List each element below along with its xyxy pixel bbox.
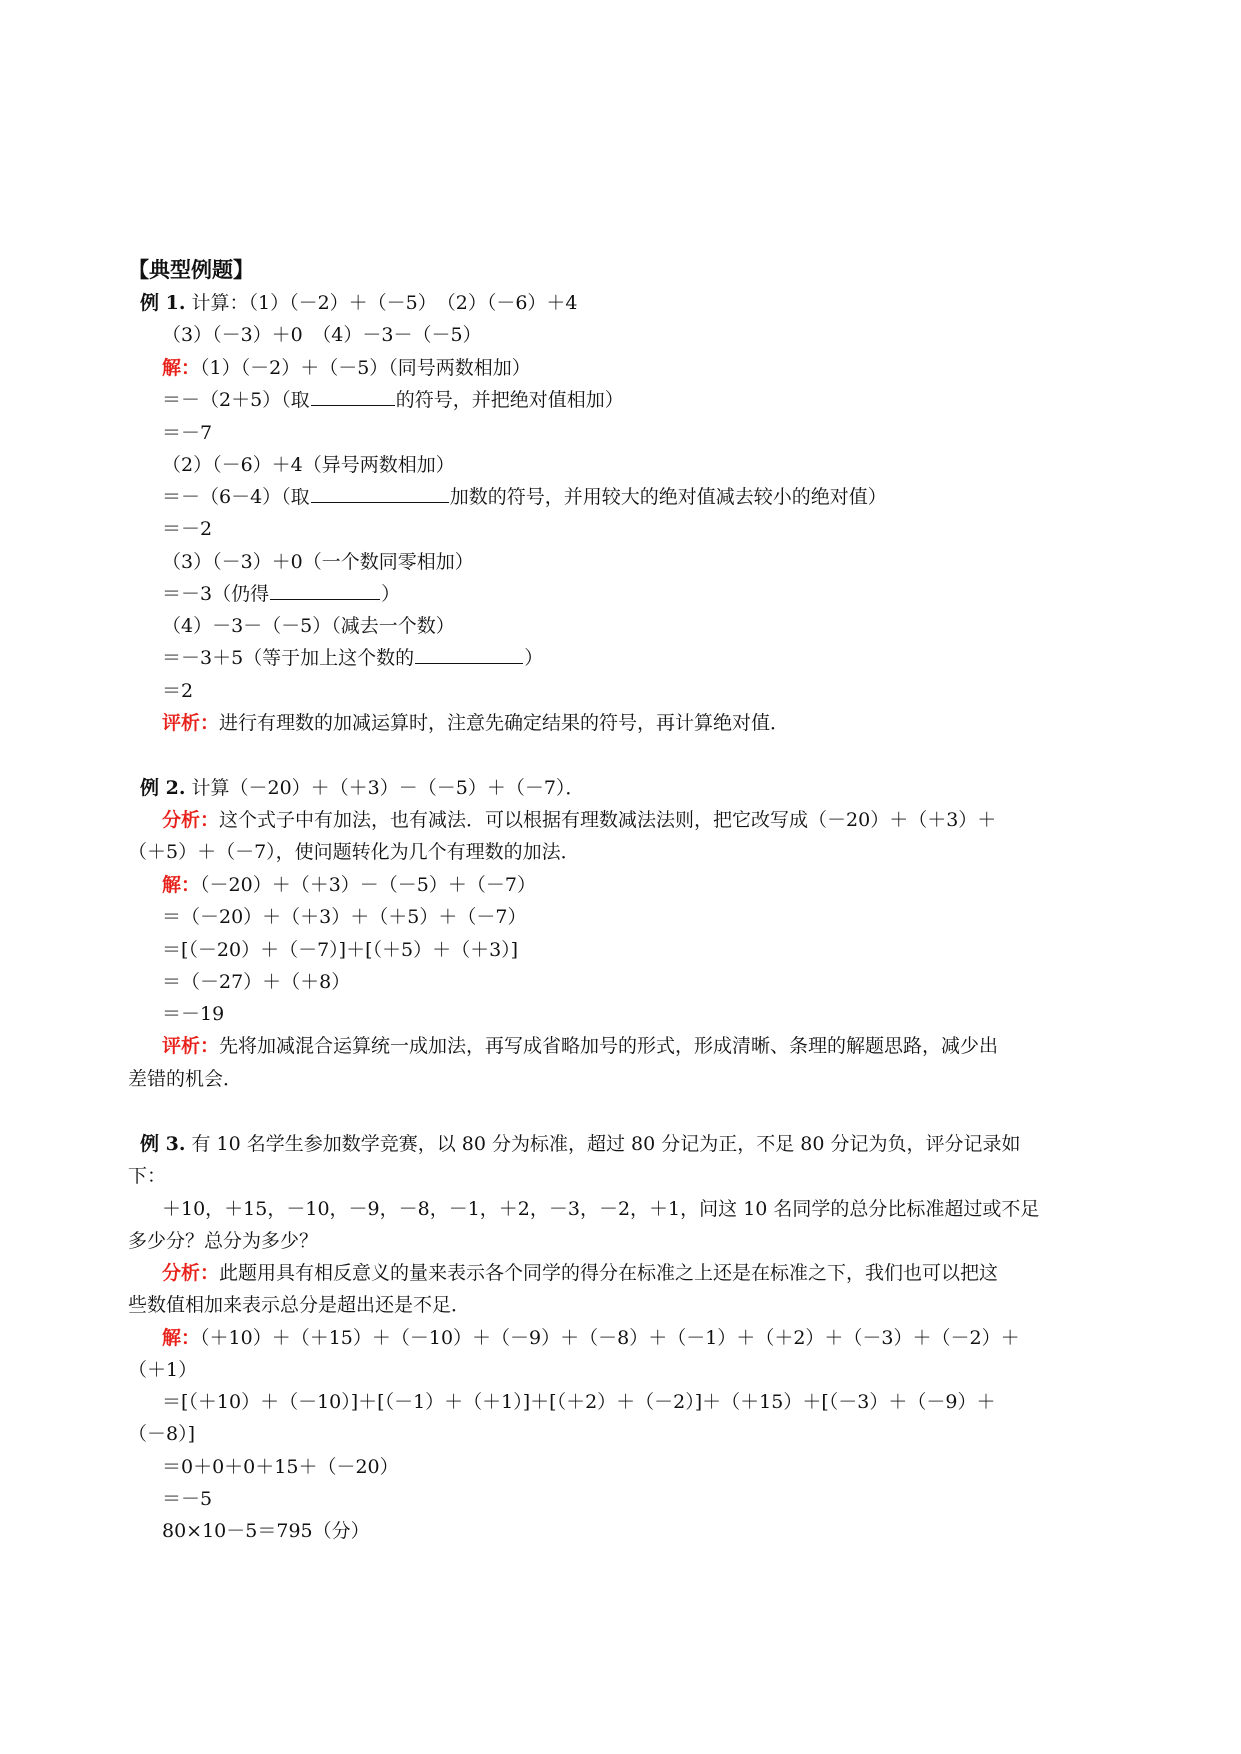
solution-text: （－20）＋（＋3）－（－5）＋（－7） [200,874,536,896]
comment-label: 评析： [162,1035,220,1057]
example-3-solution-line-1 [162,1325,1020,1351]
example-2-solution-line-3: ＝[（－20）＋（－7）]＋[（＋5）＋（＋3）] [162,939,519,961]
example-1-solution-line-9: （4）－3－（－5）（减去一个数） [162,615,455,637]
example-2-question [140,775,584,801]
solution-text: ＝－3（仍得 [162,583,270,605]
example-2-comment-line-1 [162,1033,998,1059]
example-1-question [140,290,578,316]
example-3-question-line-2: 下： [128,1165,167,1187]
example-2-label: 例 2. [140,777,186,799]
solution-text: 的符号，并把绝对值相加） [395,389,624,411]
example-2-solution-line-2: ＝（－20）＋（＋3）＋（＋5）＋（－7） [162,906,527,928]
solution-text: （1）（－2）＋（－5）（同号两数相加） [200,357,531,379]
example-1-solution-line-3: ＝－7 [162,422,213,444]
solution-text: （＋10）＋（＋15）＋（－10）＋（－9）＋（－8）＋（－1）＋（＋2）＋（－3）＋（－2）＋ [200,1327,1020,1349]
solution-text: ＝－3＋5（等于加上这个数的 [162,647,415,669]
solution-text: 加数的符号，并用较大的绝对值减去较小的绝对值） [449,486,887,508]
analysis-text: 此题用具有相反意义的量来表示各个同学的得分在标准之上还是在标准之下，我们也可以把这 [219,1262,999,1284]
example-3-solution-line-2: ＝[（＋10）＋（－10）]＋[（－1）＋（＋1）]＋[（＋2）＋（－2）]＋（＋15）＋[（－3）＋（－9）＋ [162,1391,996,1413]
example-1-solution-line-1 [162,355,531,381]
example-2-analysis-line-2: （＋5）＋（－7），使问题转化为几个有理数的加法． [128,841,580,863]
example-1-solution-line-7: （3）（－3）＋0（一个数同零相加） [162,551,474,573]
example-3-solution-line-2-cont: （－8）] [128,1423,196,1445]
example-1-solution-line-6: ＝－2 [162,518,213,540]
solution-label: 解： [162,1327,201,1349]
solution-label: 解： [162,874,201,896]
comment-text: 先将加减混合运算统一成加法，再写成省略加号的形式，形成清晰、条理的解题思路，减少出 [219,1035,999,1057]
analysis-label: 分析： [162,809,220,831]
example-1-solution-line-5 [162,484,887,510]
example-1-question-line-2: （3）（－3）＋0 （4）－3－（－5） [162,324,482,346]
example-3-solution-line-3: ＝0＋0＋0＋15＋（－20） [162,1456,399,1478]
example-2-analysis-line-1 [162,807,996,833]
section-heading: 【典型例题】 [128,257,254,282]
example-2-comment-line-2: 差错的机会． [128,1068,243,1090]
example-2-solution-line-5: ＝－19 [162,1003,225,1025]
example-1-solution-line-4: （2）（－6）＋4（异号两数相加） [162,454,455,476]
comment-label: 评析： [162,712,220,734]
example-1-question-text: 计算：（1）（－2）＋（－5） （2）（－6）＋4 [185,292,578,314]
example-1-comment [162,710,789,736]
example-2-question-text: 计算（－20）＋（＋3）－（－5）＋（－7）． [185,777,585,799]
example-3-analysis-line-1 [162,1260,998,1286]
fill-blank [311,387,395,406]
example-3-solution-line-4: ＝－5 [162,1488,213,1510]
example-1-solution-line-11: ＝2 [162,680,194,702]
example-3-question-line-4: 多少分？总分为多少？ [128,1230,319,1252]
example-2-solution-line-1 [162,872,536,898]
solution-text: ） [524,647,544,669]
example-1-solution-line-10 [162,645,543,671]
analysis-text: 这个式子中有加法，也有减法．可以根据有理数减法法则，把它改写成（－20）＋（＋3）＋ [219,809,997,831]
fill-blank [270,581,380,600]
example-3-question-text: 有 10 名学生参加数学竞赛，以 80 分为标准，超过 80 分记为正，不足 80 分记为负，评分记录如 [185,1133,1021,1155]
solution-label: 解： [162,357,201,379]
comment-text: 进行有理数的加减运算时，注意先确定结果的符号，再计算绝对值． [219,712,790,734]
example-3-solution-line-5: 80×10－5＝795（分） [162,1520,370,1542]
solution-text: ） [381,583,401,605]
example-3-question-line-3: ＋10，＋15，－10，－9，－8，－1，＋2，－3，－2，＋1，问这 10 名同学的总分比标准超过或不足 [162,1198,1040,1220]
example-3-question-line-1 [140,1131,1021,1157]
example-3-solution-line-1-cont: （＋1） [128,1359,198,1381]
solution-text: ＝－（2＋5）（取 [162,389,310,411]
solution-text: ＝－（6－4）（取 [162,486,310,508]
example-1-label: 例 1. [140,292,186,314]
fill-blank [311,484,449,503]
example-3-label: 例 3. [140,1133,186,1155]
fill-blank [415,645,523,664]
example-2-solution-line-4: ＝（－27）＋（＋8） [162,971,351,993]
example-1-solution-line-8 [162,581,400,607]
example-3-analysis-line-2: 些数值相加来表示总分是超出还是不足． [128,1294,471,1316]
example-1-solution-line-2 [162,387,624,413]
analysis-label: 分析： [162,1262,220,1284]
